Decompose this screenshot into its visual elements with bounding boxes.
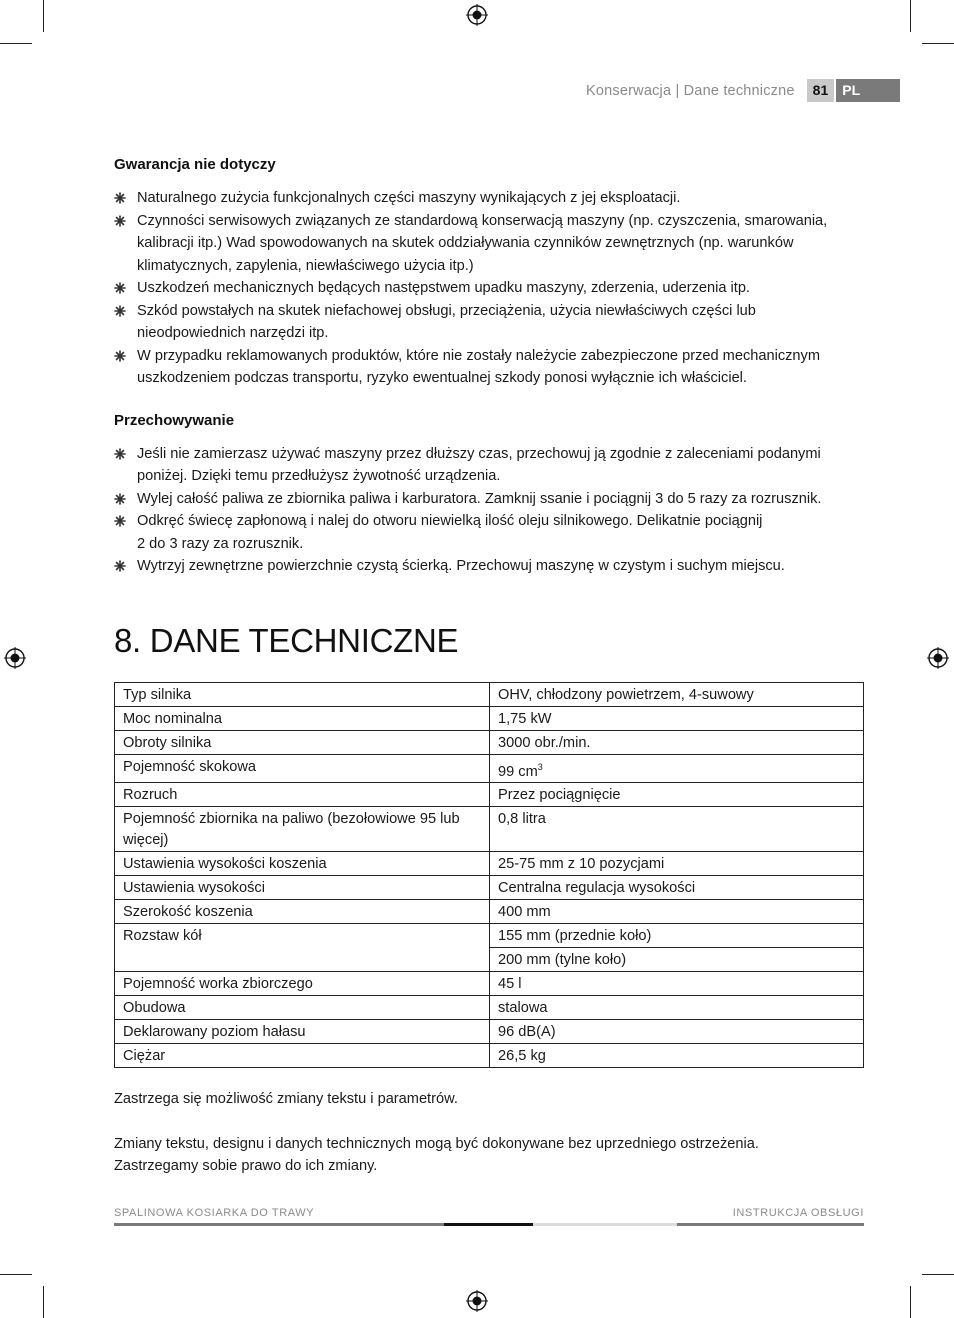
bullet-flower-icon (114, 192, 126, 204)
crop-mark-top-left-v (43, 0, 44, 32)
bullet-flower-icon (114, 282, 126, 294)
bullet-flower-icon (114, 560, 126, 572)
list-item: W przypadku reklamowanych produktów, które nie zostały należycie zabezpieczone przed mechanicznym uszkodzeniem podczas transportu, ryzyko ewentualnej szkody ponosi wyłącznie ich właściciel. (114, 345, 864, 390)
footer-bar-segment (533, 1223, 677, 1226)
table-row: 200 mm (tylne koło) (115, 948, 864, 972)
bullet-flower-icon (114, 515, 126, 527)
table-row: Obroty silnika 3000 obr./min. (115, 730, 864, 754)
footer-bar-segment (677, 1223, 864, 1226)
list-item: Wylej całość paliwa ze zbiornika paliwa i karburatora. Zamknij ssanie i pociągnij 3 do 5 razy za rozrusznik. (114, 488, 864, 511)
table-row: Ustawienia wysokości koszenia 25-75 mm z 10 pozycjami (115, 852, 864, 876)
header-title: Konserwacja | Dane techniczne (586, 82, 795, 99)
registration-mark-icon (466, 4, 488, 26)
page-number: 81 (807, 79, 835, 102)
footer-bar-segment (114, 1223, 444, 1226)
bullet-flower-icon (114, 493, 126, 505)
crop-mark-bottom-left-v (43, 1286, 44, 1318)
note-design-changes: Zmiany tekstu, designu i danych technicznych mogą być dokonywane bez uprzedniego ostrzeżenia. Zastrzegamy sobie prawo do ich zmiany. (114, 1135, 759, 1175)
table-row: Pojemność zbiornika na paliwo (bezołowiowe 95 lub więcej) 0,8 litra (115, 807, 864, 852)
crop-mark-top-right-h (922, 43, 954, 44)
list-item: Wytrzyj zewnętrzne powierzchnie czystą ścierką. Przechowuj maszynę w czystym i suchym miejscu. (114, 555, 864, 578)
storage-heading: Przechowywanie (114, 411, 235, 429)
table-row: Deklarowany poziom hałasu 96 dB(A) (115, 1020, 864, 1044)
page-header (586, 79, 900, 102)
crop-mark-bottom-left-h (0, 1274, 32, 1275)
table-row: Obudowa stalowa (115, 996, 864, 1020)
list-item: Uszkodzeń mechanicznych będących następstwem upadku maszyny, zderzenia, uderzenia itp. (114, 277, 864, 300)
section-title: 8. DANE TECHNICZNE (114, 621, 459, 659)
bullet-flower-icon (114, 215, 126, 227)
warranty-heading: Gwarancja nie dotyczy (114, 156, 276, 173)
footer-manual-label: INSTRUKCJA OBSŁUGI (732, 1207, 864, 1219)
table-row: Ciężar 26,5 kg (115, 1044, 864, 1068)
warranty-list (114, 187, 864, 390)
storage-list (114, 443, 864, 578)
table-row: Ustawienia wysokości Centralna regulacja wysokości (115, 876, 864, 900)
table-row: Pojemność worka zbiorczego 45 l (115, 972, 864, 996)
registration-mark-icon (4, 647, 26, 669)
table-row: Rozstaw kół 155 mm (przednie koło) (115, 924, 864, 948)
bullet-flower-icon (114, 448, 126, 460)
registration-mark-icon (927, 647, 949, 669)
footer-bar-segment (444, 1223, 533, 1226)
table-row: Pojemność skokowa 99 $cm^3$ (115, 754, 864, 783)
crop-mark-top-right-v (910, 0, 911, 32)
table-row: Moc nominalna 1,75 kW (115, 706, 864, 730)
crop-mark-bottom-right-v (910, 1286, 911, 1318)
bullet-flower-icon (114, 305, 126, 317)
table-row: Rozruch Przez pociągnięcie (115, 783, 864, 807)
list-item: Odkręć świecę zapłonową i nalej do otworu niewielką ilość oleju silnikowego. Delikatnie pociągnij 2 do 3 razy za rozrusznik. (114, 510, 864, 555)
language-badge: PL (836, 79, 900, 102)
list-item: Naturalnego zużycia funkcjonalnych części maszyny wynikających z jej eksploatacji. (114, 187, 864, 210)
page-content (114, 156, 864, 1178)
bullet-flower-icon (114, 350, 126, 362)
crop-mark-bottom-right-h (922, 1274, 954, 1275)
footer-product-name: SPALINOWA KOSIARKA DO TRAWY (114, 1207, 315, 1219)
footer-bar (114, 1223, 864, 1226)
list-item: Szkód powstałych na skutek niefachowej obsługi, przeciążenia, użycia niewłaściwych części lub nieodpowiednich narzędzi itp. (114, 300, 864, 345)
list-item: Czynności serwisowych związanych ze standardową konserwacją maszyny (np. czyszczenia, smarowania, kalibracji itp.) Wad spowodowanych na skutek oddziaływania czynników zewnętrznych (np. warunków klimatycznych, zapylenia, niewłaściwego użycia itp.) (114, 210, 864, 278)
spec-table (114, 682, 864, 1069)
crop-mark-top-left-h (0, 43, 32, 44)
registration-mark-icon (466, 1290, 488, 1312)
table-row: Typ silnika OHV, chłodzony powietrzem, 4-suwowy (115, 682, 864, 706)
table-row: Szerokość koszenia 400 mm (115, 900, 864, 924)
list-item: Jeśli nie zamierzasz używać maszyny przez dłuższy czas, przechowuj ją zgodnie z zaleceniami podanymi poniżej. Dzięki temu przedłużysz żywotność urządzenia. (114, 443, 864, 488)
note-changes: Zastrzega się możliwość zmiany tekstu i parametrów. (114, 1091, 458, 1108)
